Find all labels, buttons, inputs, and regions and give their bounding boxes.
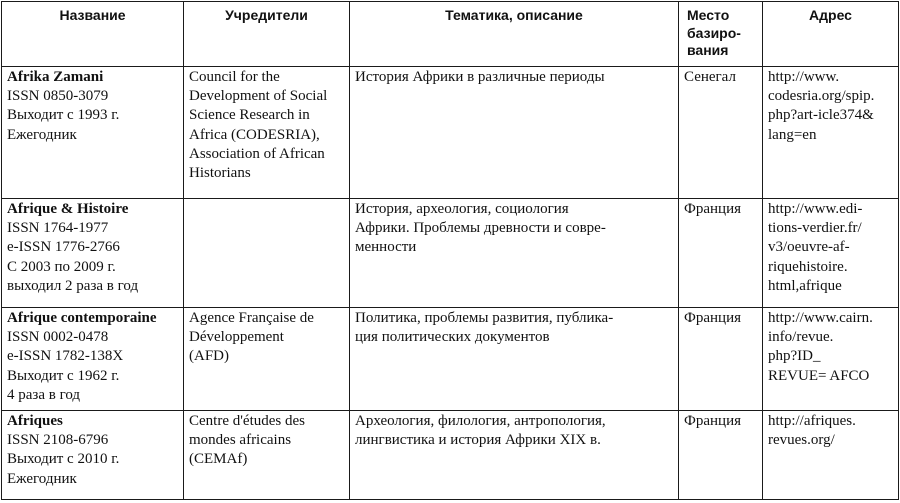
header-name: Название	[2, 2, 184, 67]
cell-address	[763, 199, 899, 308]
cell-topic-line: Африки. Проблемы древности и совре-	[355, 220, 606, 237]
journal-info-line: Выходит с 1993 г.	[7, 107, 120, 124]
journal-info-line: Выходит с 1962 г.	[7, 367, 120, 384]
cell-topic-line: История Африки в различные периоды	[355, 69, 605, 85]
cell-address-line[interactable]: html,afrique	[768, 277, 842, 294]
cell-topic-line: Политика, проблемы развития, публика-	[355, 310, 614, 326]
journals-table	[1, 1, 899, 500]
cell-topic	[350, 67, 679, 199]
journal-title: Afrique & Histoire	[7, 201, 129, 217]
header-founders: Учредители	[184, 2, 350, 67]
cell-founders-line: (AFD)	[189, 348, 229, 365]
cell-founders-line: Agence Française de	[189, 310, 314, 326]
cell-place: Сенегал	[679, 67, 763, 199]
cell-founders-line: Development of Social	[189, 88, 328, 105]
journal-info-line: ISSN 1764-1977	[7, 220, 109, 237]
journal-info-line: Ежегодник	[7, 126, 77, 143]
cell-journal-name	[2, 308, 184, 411]
header-place	[679, 2, 763, 67]
cell-topic-line: ция политических документов	[355, 329, 550, 346]
cell-address	[763, 411, 899, 500]
header-place-line: вания	[687, 42, 729, 58]
header-address: Адрес	[763, 2, 899, 67]
journal-info-line: Выходит с 2010 г.	[7, 451, 120, 468]
cell-address-line[interactable]: tions-verdier.fr/	[768, 220, 862, 237]
cell-founders-line: (CEMAf)	[189, 451, 248, 468]
cell-address-line[interactable]: info/revue.	[768, 329, 834, 346]
cell-founders-line: mondes africains	[189, 432, 292, 449]
cell-journal-name	[2, 411, 184, 500]
header-place-line: Место	[687, 7, 730, 23]
cell-founders-line: Science Research in	[189, 107, 310, 124]
cell-address-line[interactable]: php?ID_	[768, 348, 821, 365]
cell-topic	[350, 199, 679, 308]
cell-address	[763, 308, 899, 411]
header-row	[2, 2, 899, 67]
journal-info-line: e-ISSN 1782-138X	[7, 348, 124, 365]
cell-founders	[184, 411, 350, 500]
journal-info-line: ISSN 0002-0478	[7, 329, 109, 346]
header-place-line: базиро-	[687, 24, 741, 41]
cell-founders-line: Council for the	[189, 69, 280, 85]
cell-founders-line: Historians	[189, 165, 251, 182]
table-row	[2, 199, 899, 308]
cell-topic-line: менности	[355, 239, 417, 256]
cell-founders	[184, 308, 350, 411]
cell-topic-line: История, археология, социология	[355, 201, 569, 217]
table-row	[2, 67, 899, 199]
cell-address-line[interactable]: php?art-icle374&	[768, 107, 874, 124]
cell-place: Франция	[679, 199, 763, 308]
cell-founders-line: Africa (CODESRIA),	[189, 126, 320, 143]
cell-address-line[interactable]: http://www.	[768, 69, 840, 85]
journal-info-line: С 2003 по 2009 г.	[7, 258, 116, 275]
cell-place: Франция	[679, 411, 763, 500]
table-row	[2, 308, 899, 411]
journal-info-line: 4 раза в год	[7, 386, 81, 403]
journal-info-line: выходил 2 раза в год	[7, 277, 139, 294]
cell-founders	[184, 199, 350, 308]
cell-address	[763, 67, 899, 199]
cell-topic-line: Археология, филология, антропология,	[355, 413, 606, 429]
journal-info-line: ISSN 2108-6796	[7, 432, 109, 449]
cell-journal-name	[2, 67, 184, 199]
cell-address-line[interactable]: v3/oeuvre-af-	[768, 239, 850, 256]
cell-address-line[interactable]: http://www.cairn.	[768, 310, 873, 326]
cell-address-line[interactable]: REVUE= AFCO	[768, 367, 870, 384]
cell-place: Франция	[679, 308, 763, 411]
cell-founders-line: Centre d'études des	[189, 413, 306, 429]
cell-journal-name	[2, 199, 184, 308]
journal-info-line: Ежегодник	[7, 470, 77, 487]
header-topic: Тематика, описание	[350, 2, 679, 67]
cell-address-line[interactable]: lang=en	[768, 126, 817, 143]
journal-title: Afrika Zamani	[7, 69, 104, 85]
journal-title: Afriques	[7, 413, 63, 429]
cell-address-line[interactable]: codesria.org/spip.	[768, 88, 875, 105]
cell-topic	[350, 308, 679, 411]
journal-title: Afrique contemporaine	[7, 310, 157, 326]
cell-address-line[interactable]: riquehistoire.	[768, 258, 848, 275]
cell-founders	[184, 67, 350, 199]
cell-address-line[interactable]: http://afriques.	[768, 413, 856, 429]
cell-address-line[interactable]: revues.org/	[768, 432, 835, 449]
cell-topic	[350, 411, 679, 500]
cell-founders-line: Association of African	[189, 145, 325, 162]
table-row	[2, 411, 899, 500]
journal-info-line: e-ISSN 1776-2766	[7, 239, 120, 256]
cell-founders-line: Développement	[189, 329, 284, 346]
cell-address-line[interactable]: http://www.edi-	[768, 201, 863, 217]
journal-info-line: ISSN 0850-3079	[7, 88, 109, 105]
cell-topic-line: лингвистика и история Африки XIX в.	[355, 432, 601, 449]
